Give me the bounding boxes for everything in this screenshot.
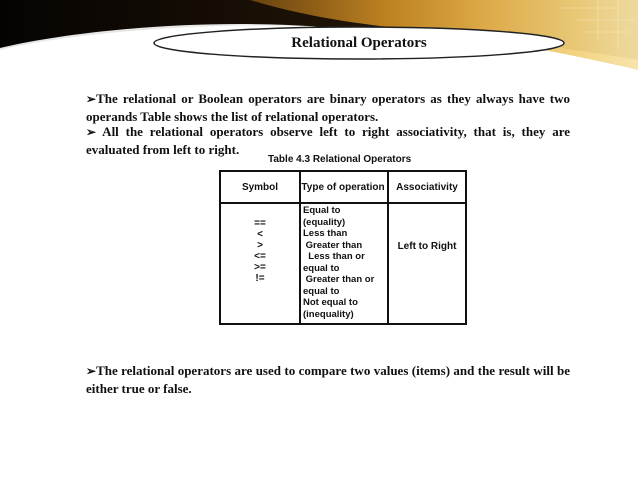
bullet-2 [86,123,570,158]
operation-line: equal to [303,262,340,274]
operation-column [299,172,389,323]
relational-operators-table [219,170,467,325]
table-caption: Table 4.3 Relational Operators [268,154,412,165]
operation-header: Type of operation [299,172,387,204]
bullet-1-text: The relational or Boolean operators are binary operators as they always have two operands Table shows the list of relational operators. [86,91,570,124]
bullet-3 [86,362,570,397]
symbol-cell: > [257,240,263,251]
associativity-header: Associativity [387,172,467,204]
symbol-cell: != [255,273,265,284]
bullet-3-text: The relational operators are used to compare two values (items) and the result will be either true or false. [86,363,570,396]
operation-line: Greater than or [303,274,375,285]
symbol-cell: < [257,229,263,240]
symbol-column [221,172,301,323]
associativity-column [387,172,467,323]
bullet-arrow-icon: ➢ [86,92,97,106]
operation-line: Not equal to [303,297,358,308]
symbol-cell: == [254,218,266,229]
operation-list [303,205,385,320]
bullet-1 [86,90,570,125]
symbol-list [221,218,299,284]
symbol-cell: >= [254,262,266,273]
symbol-header: Symbol [221,172,299,204]
bullet-arrow-icon: ➢ [86,364,97,378]
bullet-2-text: All the relational operators observe left to right associativity, that is, they are evaluated from left to right. [86,124,570,157]
operation-line: Equal to (equality) [303,205,346,228]
operation-line: (inequality) [303,308,354,320]
operation-line: equal to [303,285,340,297]
operation-line: Less than or [303,251,365,262]
slide-title: Relational Operators [291,34,427,51]
associativity-cell: Left to Right [397,241,457,252]
symbol-cell: <= [254,251,266,262]
bullet-arrow-icon: ➢ [86,125,97,139]
operation-line: Less than [303,228,348,239]
operation-line: Greater than [303,239,363,251]
